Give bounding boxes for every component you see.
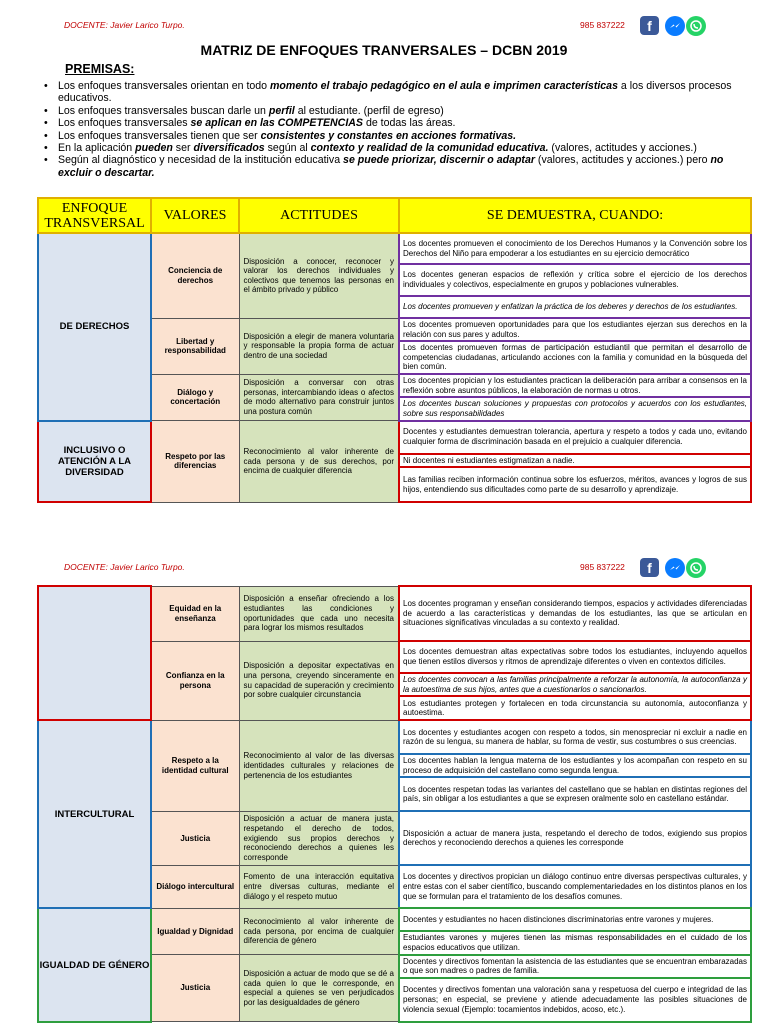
actitud-cell: Disposición a elegir de manera voluntaria y responsable la propia forma de actuar dentro de una sociedad (239, 318, 399, 374)
actitud-cell: Disposición a actuar de manera justa, respetando el derecho de todos, exigiendo sus propios derechos y reconociendo derechos a quienes les corresponde (239, 811, 399, 865)
valor-cell: Respeto a la identidad cultural (151, 720, 239, 811)
demuestra-cell: Docentes y estudiantes no hacen distinciones discriminatorias entre varones y mujeres. (399, 908, 751, 931)
actitud-cell: Reconocimiento al valor de las diversas identidades culturales y relaciones de pertenencia de los estudiantes (239, 720, 399, 811)
matrix-table-2 (37, 585, 752, 1023)
demuestra-cell: Los docentes promueven formas de participación estudiantil que permitan el desarrollo de competencias ciudadanas, articulando acciones con la familia y comunidad en la búsqueda del bien común. (399, 341, 751, 374)
page-header-2 (0, 558, 768, 580)
valor-cell: Libertad y responsabilidad (151, 318, 239, 374)
docente-label: DOCENTE: Javier Larico Turpo. (64, 562, 185, 572)
list-item: • Los enfoques transversales tienen que ser consistentes y constantes en acciones formativas. (44, 130, 744, 142)
header-actitudes: ACTITUDES (239, 198, 399, 233)
demuestra-cell: Las familias reciben información continua sobre los esfuerzos, méritos, avances y logros de sus hijos, entendiendo sus dificultades como parte de su desarrollo y aprendizaje. (399, 467, 751, 502)
actitud-cell: Disposición a conocer, reconocer y valorar los derechos individuales y colectivos que tenemos las personas en el ámbito privado y público (239, 233, 399, 318)
demuestra-cell: Los docentes convocan a las familias principalmente a reforzar la autonomía, la autoconfianza y la autoestima de sus hijos, antes que a cuestionarlos o sancionarlos. (399, 673, 751, 696)
actitud-cell: Disposición a depositar expectativas en una persona, creyendo sinceramente en su capacidad de superación y crecimiento por sobre cualquier circunstancia (239, 641, 399, 720)
valor-cell: Equidad en la enseñanza (151, 586, 239, 641)
valor-cell: Conciencia de derechos (151, 233, 239, 318)
demuestra-cell: Estudiantes varones y mujeres tienen las mismas responsabilidades en el cuidado de los espacios educativos que utilizan. (399, 931, 751, 954)
demuestra-cell: Los docentes buscan soluciones y propuestas con protocolos y acuerdos con los estudiantes, sobre sus responsabilidades (399, 397, 751, 420)
messenger-icon[interactable] (665, 558, 685, 578)
enfoque-inclusivo-cont (38, 586, 151, 720)
enfoque-inclusivo: INCLUSIVO O ATENCIÓN A LA DIVERSIDAD (38, 421, 151, 503)
docente-label: DOCENTE: Javier Larico Turpo. (64, 20, 185, 30)
list-item: • En la aplicación pueden ser diversificados según al contexto y realidad de la comunidad educativa. (valores, actitudes y acciones.) (44, 142, 744, 154)
whatsapp-icon[interactable] (686, 16, 706, 36)
actitud-cell: Reconocimiento al valor inherente de cada persona, por encima de cualquier diferencia de género (239, 908, 399, 954)
premisas-heading: PREMISAS: (65, 62, 135, 76)
demuestra-cell: Los docentes respetan todas las variantes del castellano que se hablan en distintas regiones del país, sin obligar a los estudiantes a que se expresen oralmente solo en castellano estándar. (399, 777, 751, 811)
demuestra-cell: Los docentes demuestran altas expectativas sobre todos los estudiantes, incluyendo aquellos que tienen estilos diversos y ritmos de aprendizaje diferentes o viven en contextos difíciles. (399, 641, 751, 673)
facebook-icon[interactable]: f (640, 558, 659, 577)
premisas-list (44, 80, 744, 179)
actitud-cell: Disposición a actuar de modo que se dé a cada quien lo que le corresponde, en especial a quienes se ven perjudicados por las desigualdades de género (239, 955, 399, 1022)
matrix-table-1 (37, 197, 752, 503)
actitud-cell: Disposición a enseñar ofreciendo a los estudiantes las condiciones y oportunidades que cada uno necesita para lograr los mismos resultados (239, 586, 399, 641)
demuestra-cell: Los estudiantes protegen y fortalecen en toda circunstancia su autonomía, autoconfianza y autoestima. (399, 696, 751, 720)
demuestra-cell: Los docentes programan y enseñan considerando tiempos, espacios y actividades diferenciadas de acuerdo a las características y demandas de los estudiantes, las que se articulan en situaciones significativas vinculadas a su contexto y realidad. (399, 586, 751, 641)
valor-cell: Igualdad y Dignidad (151, 908, 239, 954)
demuestra-cell: Los docentes y directivos propician un diálogo continuo entre diversas perspectivas culturales, y entre estas con el saber científico, buscando complementariedades en los distintos planos en los que se formulan para el tratamiento de los desafíos comunes. (399, 865, 751, 908)
valor-cell: Respeto por las diferencias (151, 421, 239, 503)
valor-cell: Confianza en la persona (151, 641, 239, 720)
demuestra-cell: Los docentes promueven oportunidades para que los estudiantes ejerzan sus derechos en la relación con sus pares y adultos. (399, 318, 751, 341)
demuestra-cell: Docentes y directivos fomentan la asistencia de las estudiantes que se encuentran embarazadas o que son madres o padres de familia. (399, 955, 751, 978)
phone-number: 985 837222 (580, 562, 625, 572)
list-item: • Los enfoques transversales se aplican en las COMPETENCIAS de todas las áreas. (44, 117, 744, 129)
valor-cell: Diálogo y concertación (151, 374, 239, 420)
demuestra-cell: Docentes y directivos fomentan una valoración sana y respetuosa del cuerpo e integridad de las personas; en especial, se previene y atiende adecuadamente las posibles situaciones de violencia sexual (Ejemplo: tocamientos indebidos, acoso, etc.). (399, 978, 751, 1022)
list-item: • Los enfoques transversales buscan darle un perfil al estudiante. (perfil de egreso) (44, 105, 744, 117)
demuestra-cell: Disposición a actuar de manera justa, respetando el derecho de todos, exigiendo sus propios derechos y reconociendo derechos a quienes les corresponde (399, 811, 751, 865)
demuestra-cell: Los docentes promueven el conocimiento de los Derechos Humanos y la Convención sobre los Derechos del Niño para empoderar a los estudiantes en su ejercicio democrático (399, 233, 751, 264)
valor-cell: Justicia (151, 955, 239, 1022)
demuestra-cell: Los docentes propician y los estudiantes practican la deliberación para arribar a consensos en la reflexión sobre asuntos públicos, la elaboración de normas u otros. (399, 374, 751, 397)
demuestra-cell: Los docentes promueven y enfatizan la práctica de los deberes y derechos de los estudiantes. (399, 296, 751, 318)
messenger-icon[interactable] (665, 16, 685, 36)
list-item: • Los enfoques transversales orientan en todo momento el trabajo pedagógico en el aula e imprimen características a los diversos procesos educativos. (44, 80, 744, 105)
actitud-cell: Disposición a conversar con otras personas, intercambiando ideas o afectos de modo alternativo para construir juntos una postura común (239, 374, 399, 420)
facebook-icon[interactable]: f (640, 16, 659, 35)
enfoque-genero: IGUALDAD DE GÉNERO (38, 908, 151, 1021)
header-valores: VALORES (151, 198, 239, 233)
valor-cell: Justicia (151, 811, 239, 865)
phone-number: 985 837222 (580, 20, 625, 30)
header-demuestra: SE DEMUESTRA, CUANDO: (399, 198, 751, 233)
enfoque-derechos: DE DERECHOS (38, 233, 151, 421)
header-enfoque: ENFOQUE TRANSVERSAL (38, 198, 151, 233)
page-title: MATRIZ DE ENFOQUES TRANVERSALES – DCBN 2019 (200, 42, 568, 58)
demuestra-cell: Los docentes y estudiantes acogen con respeto a todos, sin menospreciar ni excluir a nadie en razón de su lengua, su manera de hablar, su forma de vestir, sus costumbres o sus creencias. (399, 720, 751, 754)
whatsapp-icon[interactable] (686, 558, 706, 578)
actitud-cell: Fomento de una interacción equitativa entre diversas culturas, mediante el diálogo y el respeto mutuo (239, 865, 399, 908)
demuestra-cell: Docentes y estudiantes demuestran tolerancia, apertura y respeto a todos y cada uno, evitando cualquier forma de discriminación basada en el prejuicio a cualquier diferencia. (399, 421, 751, 454)
demuestra-cell: Los docentes hablan la lengua materna de los estudiantes y los acompañan con respeto en su proceso de adquisición del castellano como segunda lengua. (399, 754, 751, 777)
valor-cell: Diálogo intercultural (151, 865, 239, 908)
page-header (0, 16, 768, 38)
demuestra-cell: Ni docentes ni estudiantes estigmatizan a nadie. (399, 454, 751, 468)
actitud-cell: Reconocimiento al valor inherente de cada persona y de sus derechos, por encima de cualquier diferencia (239, 421, 399, 503)
list-item: • Según al diagnóstico y necesidad de la institución educativa se puede priorizar, discernir o adaptar (valores, actitudes y acciones.) pero no excluir o descartar. (44, 154, 744, 179)
demuestra-cell: Los docentes generan espacios de reflexión y crítica sobre el ejercicio de los derechos individuales y colectivos, especialmente en grupos y poblaciones vulnerables. (399, 264, 751, 296)
enfoque-intercultural: INTERCULTURAL (38, 720, 151, 908)
